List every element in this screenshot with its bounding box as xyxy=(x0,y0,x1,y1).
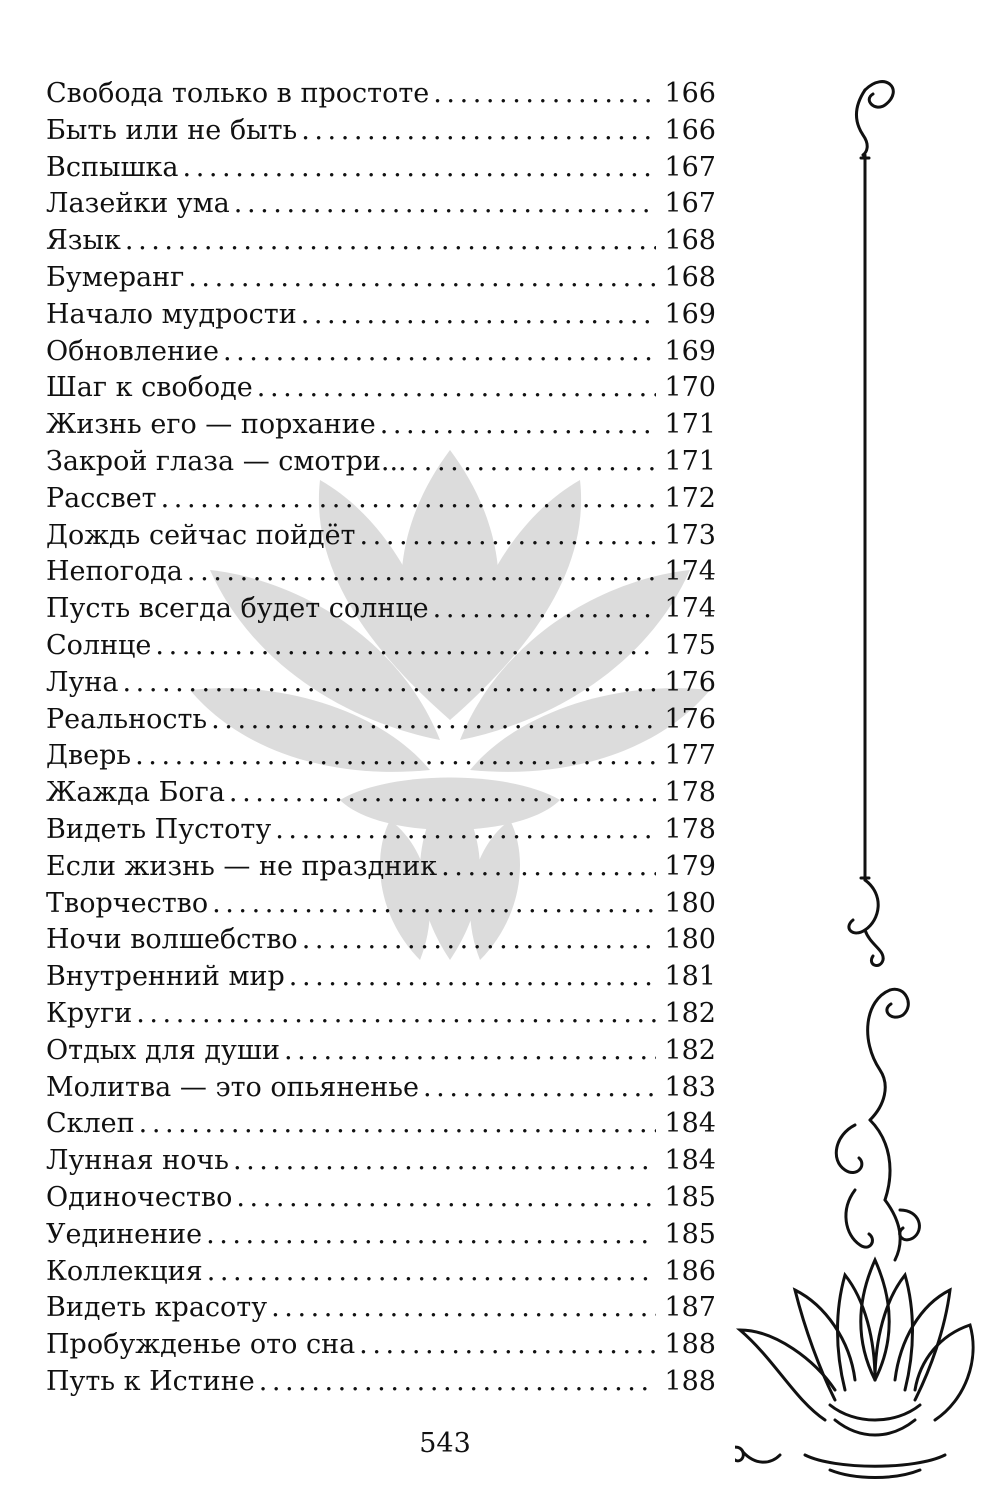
toc-entry-title: Молитва — это опьяненье xyxy=(46,1071,419,1103)
toc-entry-page: 174 xyxy=(664,593,716,625)
toc-dot-leader xyxy=(423,1070,656,1107)
toc-entry xyxy=(46,334,716,371)
toc-entry xyxy=(46,1180,716,1217)
toc-dot-leader xyxy=(135,738,656,775)
toc-entry-page: 167 xyxy=(664,188,716,220)
toc-entry-title: Язык xyxy=(46,225,121,257)
toc-entry xyxy=(46,812,716,849)
toc-entry-title: Жажда Бога xyxy=(46,777,225,809)
table-of-contents xyxy=(46,76,716,1401)
toc-dot-leader xyxy=(155,628,656,665)
toc-entry xyxy=(46,444,716,481)
toc-entry-title: Начало мудрости xyxy=(46,298,297,330)
toc-entry-page: 184 xyxy=(664,1108,716,1140)
toc-dot-leader xyxy=(301,297,656,334)
toc-dot-leader xyxy=(188,260,656,297)
toc-dot-leader xyxy=(229,775,656,812)
toc-entry-page: 168 xyxy=(664,261,716,293)
toc-entry xyxy=(46,297,716,334)
toc-entry-title: Шаг к свободе xyxy=(46,372,253,404)
toc-entry-title: Ночи волшебство xyxy=(46,924,298,956)
toc-entry-page: 185 xyxy=(664,1181,716,1213)
toc-entry xyxy=(46,1070,716,1107)
toc-dot-leader xyxy=(211,702,656,739)
toc-entry-title: Уединение xyxy=(46,1218,203,1250)
toc-entry xyxy=(46,1143,716,1180)
toc-entry xyxy=(46,1327,716,1364)
toc-entry xyxy=(46,1106,716,1143)
toc-entry xyxy=(46,922,716,959)
toc-dot-leader xyxy=(359,1327,656,1364)
toc-dot-leader xyxy=(136,996,656,1033)
toc-entry xyxy=(46,481,716,518)
toc-dot-leader xyxy=(123,665,656,702)
toc-entry xyxy=(46,775,716,812)
toc-entry-title: Реальность xyxy=(46,703,208,735)
toc-entry-page: 169 xyxy=(664,335,716,367)
toc-entry xyxy=(46,1217,716,1254)
toc-dot-leader xyxy=(257,370,656,407)
lotus-vine-ornament-icon xyxy=(735,60,975,1490)
toc-entry-page: 178 xyxy=(664,777,716,809)
toc-entry-title: Отдых для души xyxy=(46,1034,280,1066)
toc-entry xyxy=(46,1254,716,1291)
toc-entry-title: Если жизнь — не праздник xyxy=(46,850,438,882)
toc-entry-page: 172 xyxy=(664,482,716,514)
toc-entry-page: 176 xyxy=(664,703,716,735)
toc-entry xyxy=(46,260,716,297)
toc-entry-title: Обновление xyxy=(46,335,219,367)
toc-dot-leader xyxy=(236,1180,656,1217)
toc-entry-page: 180 xyxy=(664,924,716,956)
toc-entry xyxy=(46,849,716,886)
toc-dot-leader xyxy=(212,886,656,923)
toc-entry-title: Рассвет xyxy=(46,482,157,514)
toc-entry-title: Солнце xyxy=(46,629,152,661)
toc-entry xyxy=(46,959,716,996)
toc-entry xyxy=(46,591,716,628)
toc-entry xyxy=(46,407,716,444)
toc-entry-page: 166 xyxy=(664,114,716,146)
toc-entry-title: Коллекция xyxy=(46,1255,203,1287)
toc-entry-page: 188 xyxy=(664,1365,716,1397)
toc-dot-leader xyxy=(139,1106,656,1143)
toc-entry-page: 174 xyxy=(664,556,716,588)
toc-dot-leader xyxy=(183,150,656,187)
toc-entry-page: 182 xyxy=(664,997,716,1029)
toc-entry xyxy=(46,702,716,739)
toc-entry xyxy=(46,113,716,150)
toc-entry-page: 188 xyxy=(664,1329,716,1361)
toc-entry-page: 187 xyxy=(664,1292,716,1324)
toc-dot-leader xyxy=(380,407,656,444)
toc-entry-page: 177 xyxy=(664,740,716,772)
toc-entry-page: 178 xyxy=(664,813,716,845)
toc-entry-page: 186 xyxy=(664,1255,716,1287)
toc-entry-page: 175 xyxy=(664,629,716,661)
toc-entry-page: 181 xyxy=(664,961,716,993)
toc-entry-page: 176 xyxy=(664,666,716,698)
toc-entry-title: Лазейки ума xyxy=(46,188,230,220)
toc-dot-leader xyxy=(161,481,656,518)
toc-entry xyxy=(46,628,716,665)
toc-entry-title: Бумеранг xyxy=(46,261,185,293)
toc-dot-leader xyxy=(360,518,657,555)
toc-entry-title: Луна xyxy=(46,666,119,698)
toc-entry xyxy=(46,76,716,113)
toc-dot-leader xyxy=(301,113,656,150)
toc-entry-title: Склеп xyxy=(46,1108,135,1140)
toc-entry-title: Пробужденье ото сна xyxy=(46,1329,356,1361)
toc-entry xyxy=(46,1364,716,1401)
toc-entry-page: 166 xyxy=(664,78,716,109)
toc-entry-title: Свобода только в простоте xyxy=(46,78,430,109)
toc-entry-page: 169 xyxy=(664,298,716,330)
toc-entry-title: Непогода xyxy=(46,556,183,588)
toc-entry-page: 170 xyxy=(664,372,716,404)
toc-entry-title: Лунная ночь xyxy=(46,1145,229,1177)
toc-dot-leader xyxy=(411,444,656,481)
toc-entry-title: Видеть Пустоту xyxy=(46,813,272,845)
toc-dot-leader xyxy=(233,1143,656,1180)
toc-entry-page: 173 xyxy=(664,519,716,551)
toc-entry-title: Дождь сейчас пойдёт xyxy=(46,519,356,551)
toc-entry-title: Путь к Истине xyxy=(46,1365,255,1397)
toc-entry-title: Творчество xyxy=(46,887,209,919)
toc-dot-leader xyxy=(207,1254,656,1291)
toc-entry xyxy=(46,886,716,923)
toc-entry-page: 179 xyxy=(664,850,716,882)
toc-entry xyxy=(46,518,716,555)
page-number-text: 543 xyxy=(419,1428,471,1459)
toc-entry xyxy=(46,554,716,591)
toc-entry-title: Круги xyxy=(46,997,133,1029)
toc-entry-title: Дверь xyxy=(46,740,132,772)
toc-dot-leader xyxy=(433,591,656,628)
toc-entry-title: Внутренний мир xyxy=(46,961,285,993)
toc-entry xyxy=(46,186,716,223)
toc-dot-leader xyxy=(259,1364,656,1401)
toc-entry-page: 182 xyxy=(664,1034,716,1066)
toc-dot-leader xyxy=(206,1217,656,1254)
toc-entry xyxy=(46,738,716,775)
toc-entry-page: 184 xyxy=(664,1145,716,1177)
toc-dot-leader xyxy=(441,849,656,886)
toc-entry-page: 171 xyxy=(664,409,716,441)
toc-entry xyxy=(46,370,716,407)
toc-dot-leader xyxy=(234,186,656,223)
toc-dot-leader xyxy=(275,812,656,849)
toc-entry xyxy=(46,996,716,1033)
toc-entry xyxy=(46,1290,716,1327)
toc-entry-title: Вспышка xyxy=(46,151,179,183)
toc-dot-leader xyxy=(289,959,656,996)
toc-entry-page: 167 xyxy=(664,151,716,183)
toc-entry-page: 180 xyxy=(664,887,716,919)
toc-entry-page: 185 xyxy=(664,1218,716,1250)
toc-entry-title: Жизнь его — порхание xyxy=(46,409,376,441)
toc-entry-title: Быть или не быть xyxy=(46,114,298,146)
toc-entry-page: 168 xyxy=(664,225,716,257)
toc-entry-title: Одиночество xyxy=(46,1181,233,1213)
toc-dot-leader xyxy=(271,1290,656,1327)
toc-entry xyxy=(46,150,716,187)
toc-entry xyxy=(46,665,716,702)
toc-dot-leader xyxy=(302,922,656,959)
toc-entry-title: Закрой глаза — смотри... xyxy=(46,445,407,477)
toc-entry-title: Пусть всегда будет солнце xyxy=(46,593,429,625)
toc-entry-page: 171 xyxy=(664,445,716,477)
toc-entry-title: Видеть красоту xyxy=(46,1292,268,1324)
toc-dot-leader xyxy=(125,223,656,260)
toc-entry xyxy=(46,223,716,260)
toc-dot-leader xyxy=(223,334,656,371)
toc-entry-page: 183 xyxy=(664,1071,716,1103)
toc-dot-leader xyxy=(284,1033,656,1070)
toc-dot-leader xyxy=(187,554,656,591)
toc-entry xyxy=(46,1033,716,1070)
toc-dot-leader xyxy=(433,76,656,113)
